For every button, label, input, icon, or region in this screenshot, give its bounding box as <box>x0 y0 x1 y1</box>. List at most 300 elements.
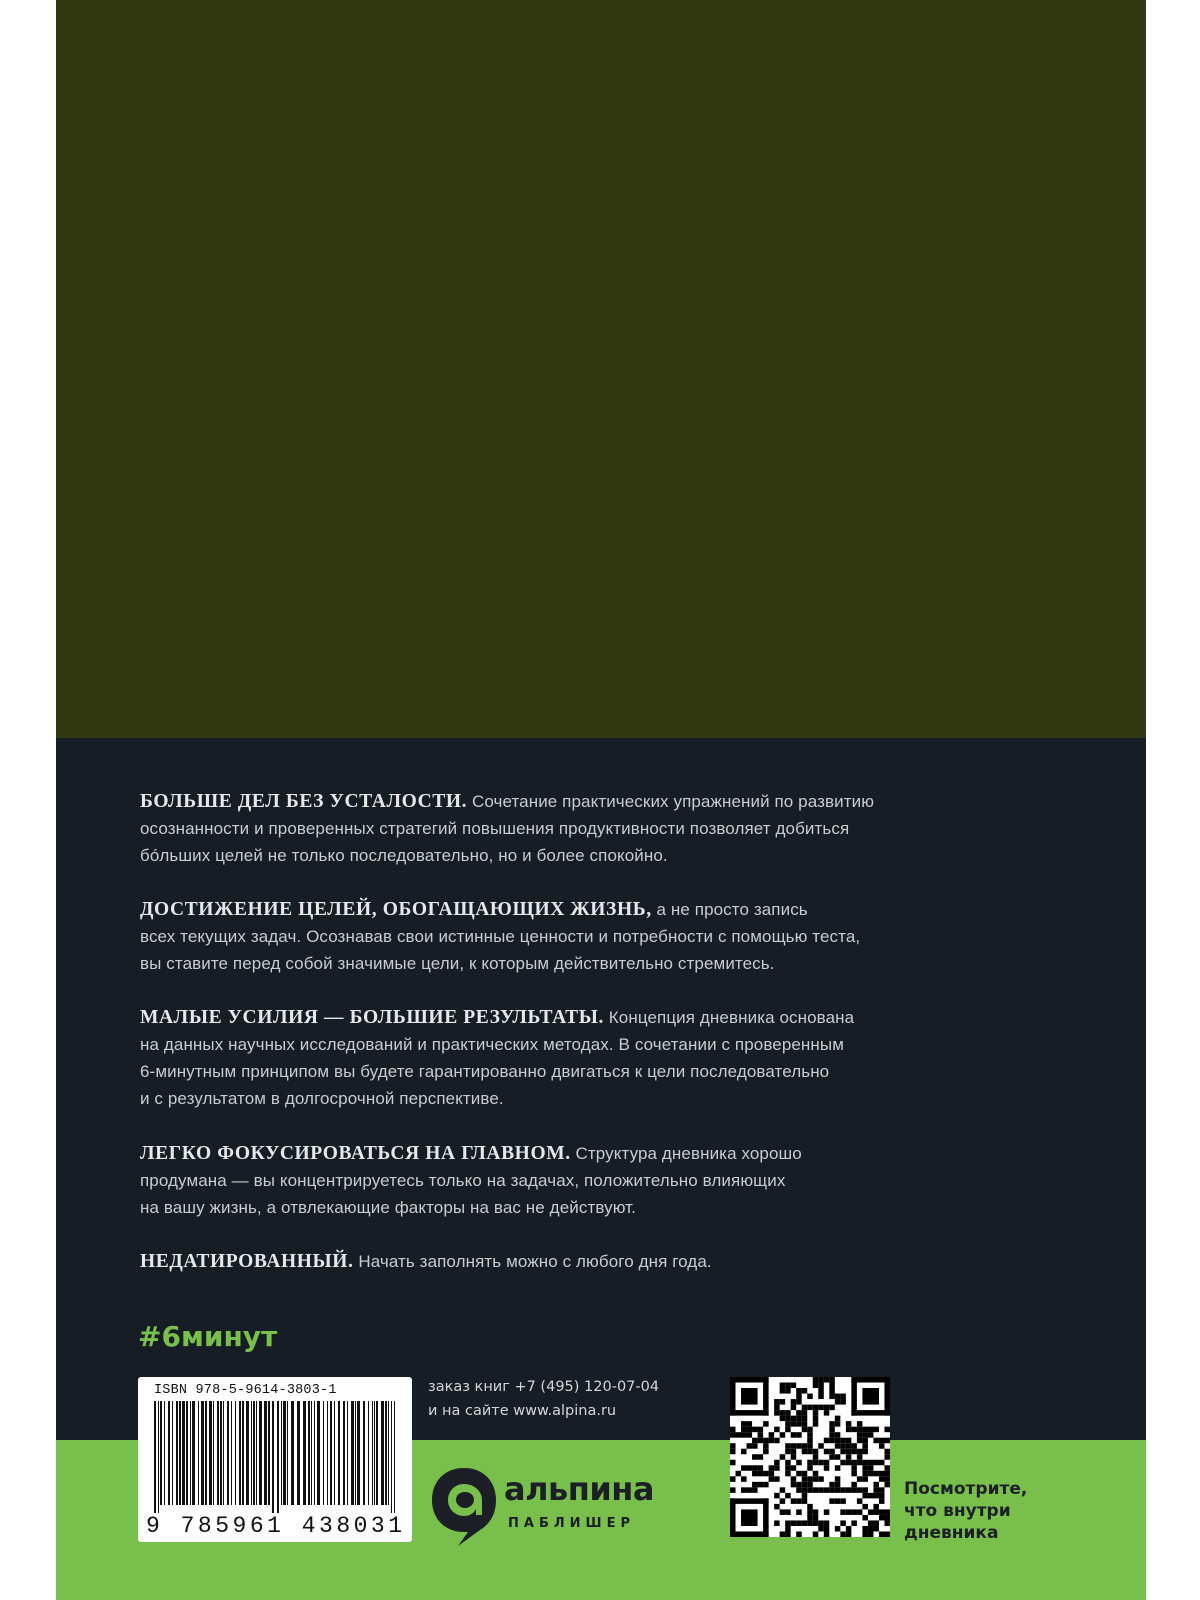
qr-module <box>857 1432 863 1438</box>
qr-module <box>791 1405 797 1411</box>
barcode-bar <box>251 1401 252 1505</box>
qr-module <box>796 1460 802 1466</box>
barcode-bar <box>190 1401 191 1505</box>
qr-module <box>884 1515 890 1521</box>
qr-module <box>846 1460 852 1466</box>
qr-module <box>741 1487 747 1493</box>
qr-module <box>824 1487 830 1493</box>
qr-module <box>791 1443 797 1449</box>
qr-module <box>862 1465 868 1471</box>
qr-module <box>851 1487 857 1493</box>
qr-module <box>791 1449 797 1455</box>
qr-module <box>796 1410 802 1416</box>
qr-module <box>736 1471 742 1477</box>
qr-module <box>780 1432 786 1438</box>
qr-module <box>758 1438 764 1444</box>
barcode-bar <box>220 1401 222 1505</box>
qr-module <box>791 1454 797 1460</box>
qr-finder <box>730 1377 736 1416</box>
qr-module <box>818 1476 824 1482</box>
qr-module <box>796 1394 802 1400</box>
qr-module <box>791 1432 797 1438</box>
qr-finder <box>730 1498 769 1504</box>
qr-module <box>796 1509 802 1515</box>
qr-module <box>851 1443 857 1449</box>
qr-module <box>785 1449 791 1455</box>
qr-module <box>873 1487 879 1493</box>
qr-module <box>862 1476 868 1482</box>
qr-module <box>785 1493 791 1499</box>
qr-finder <box>741 1509 758 1526</box>
qr-module <box>818 1520 824 1526</box>
qr-module <box>873 1460 879 1466</box>
qr-module <box>884 1471 890 1477</box>
qr-module <box>741 1432 747 1438</box>
qr-module <box>813 1454 819 1460</box>
qr-module <box>774 1410 780 1416</box>
qr-module <box>857 1476 863 1482</box>
qr-module <box>785 1526 791 1532</box>
qr-module <box>868 1432 874 1438</box>
barcode-number: 9 785961 438031 <box>146 1513 406 1539</box>
qr-module <box>752 1465 758 1471</box>
qr-module <box>835 1482 841 1488</box>
qr-module <box>752 1487 758 1493</box>
qr-module <box>730 1460 736 1466</box>
qr-module <box>774 1405 780 1411</box>
feature-text-line: продумана — вы концентрируетесь только на задачах, положительно влияющих <box>140 1171 786 1190</box>
qr-module <box>829 1432 835 1438</box>
qr-module <box>791 1520 797 1526</box>
qr-module <box>862 1449 868 1455</box>
barcode-bar <box>314 1401 315 1505</box>
qr-module <box>780 1383 786 1389</box>
qr-module <box>868 1509 874 1515</box>
qr-module <box>829 1449 835 1455</box>
qr-module <box>785 1531 791 1537</box>
qr-module <box>763 1449 769 1455</box>
qr-module <box>796 1388 802 1394</box>
qr-module <box>780 1531 786 1537</box>
qr-module <box>829 1427 835 1433</box>
qr-module <box>829 1438 835 1444</box>
qr-module <box>884 1465 890 1471</box>
qr-module <box>730 1476 736 1482</box>
qr-module <box>884 1520 890 1526</box>
qr-module <box>851 1460 857 1466</box>
qr-module <box>829 1421 835 1427</box>
barcode-bar <box>297 1401 300 1505</box>
barcode-bar <box>160 1401 162 1505</box>
barcode-bar <box>291 1401 294 1505</box>
qr-module <box>802 1416 808 1422</box>
qr-module <box>824 1438 830 1444</box>
qr-module <box>840 1531 846 1537</box>
feature-paragraph-3 <box>140 1004 1060 1112</box>
qr-module <box>813 1416 819 1422</box>
qr-module <box>824 1531 830 1537</box>
feature-text-line: Структура дневника хорошо <box>575 1144 802 1163</box>
qr-module <box>862 1493 868 1499</box>
qr-module <box>829 1377 835 1383</box>
qr-module <box>796 1421 802 1427</box>
qr-module <box>813 1449 819 1455</box>
feature-text-line: вы ставите перед собой значимые цели, к которым действительно стремитесь. <box>140 954 775 973</box>
qr-module <box>879 1487 885 1493</box>
qr-module <box>851 1482 857 1488</box>
qr-module <box>813 1487 819 1493</box>
qr-module <box>862 1515 868 1521</box>
qr-module <box>802 1421 808 1427</box>
qr-module <box>862 1487 868 1493</box>
qr-module <box>780 1410 786 1416</box>
qr-module <box>835 1394 841 1400</box>
barcode-bar <box>176 1401 178 1505</box>
qr-module <box>769 1471 775 1477</box>
barcode-bar <box>198 1401 199 1505</box>
qr-module <box>796 1443 802 1449</box>
barcode-bar <box>363 1401 365 1505</box>
barcode-bar <box>323 1401 324 1505</box>
barcode-bar <box>287 1401 288 1505</box>
qr-module <box>862 1471 868 1477</box>
order-website: и на сайте www.alpina.ru <box>428 1403 617 1419</box>
barcode-bar <box>351 1401 354 1505</box>
isbn-text: ISBN 978-5-9614-3803-1 <box>154 1383 337 1398</box>
barcode-bar <box>172 1401 173 1505</box>
barcode-bar <box>277 1401 279 1513</box>
qr-module <box>807 1504 813 1510</box>
qr-module <box>741 1476 747 1482</box>
qr-module <box>802 1482 808 1488</box>
barcode-bar <box>242 1401 244 1505</box>
qr-module <box>791 1399 797 1405</box>
qr-module <box>780 1399 786 1405</box>
barcode-bar <box>256 1401 257 1505</box>
qr-module <box>802 1476 808 1482</box>
barcode-bar <box>246 1401 249 1505</box>
qr-module <box>813 1405 819 1411</box>
qr-module <box>807 1432 813 1438</box>
qr-module <box>807 1427 813 1433</box>
qr-module <box>884 1476 890 1482</box>
qr-finder <box>862 1388 879 1405</box>
order-info <box>428 1375 659 1423</box>
qr-module <box>879 1471 885 1477</box>
qr-module <box>835 1454 841 1460</box>
qr-module <box>802 1388 808 1394</box>
qr-module <box>840 1449 846 1455</box>
qr-module <box>857 1487 863 1493</box>
qr-module <box>785 1520 791 1526</box>
qr-module <box>857 1427 863 1433</box>
qr-module <box>774 1504 780 1510</box>
barcode-bar <box>259 1401 262 1505</box>
qr-module <box>824 1509 830 1515</box>
qr-module <box>884 1427 890 1433</box>
qr-module <box>813 1531 819 1537</box>
barcode-bar <box>334 1401 335 1505</box>
qr-module <box>868 1531 874 1537</box>
barcode-bar <box>357 1401 360 1505</box>
qr-module <box>884 1449 890 1455</box>
qr-module <box>851 1471 857 1477</box>
feature-text-line: Концепция дневника основана <box>608 1008 855 1027</box>
qr-module <box>813 1509 819 1515</box>
olive-top-panel <box>56 0 1146 738</box>
barcode-bar <box>186 1401 188 1505</box>
qr-module <box>736 1432 742 1438</box>
barcode-bar <box>372 1401 373 1505</box>
feature-lead: ДОСТИЖЕНИЕ ЦЕЛЕЙ, ОБОГАЩАЮЩИХ ЖИЗНЬ, <box>140 899 652 920</box>
qr-module <box>818 1487 824 1493</box>
qr-caption <box>904 1478 1104 1544</box>
qr-module <box>873 1427 879 1433</box>
barcode-bar <box>355 1401 356 1505</box>
qr-module <box>813 1471 819 1477</box>
barcode-bar <box>264 1401 267 1505</box>
barcode-bar <box>158 1401 159 1513</box>
qr-module <box>785 1443 791 1449</box>
qr-module <box>846 1421 852 1427</box>
qr-module <box>752 1471 758 1477</box>
qr-module <box>747 1427 753 1433</box>
qr-module <box>802 1410 808 1416</box>
qr-module <box>769 1465 775 1471</box>
qr-finder <box>851 1410 890 1416</box>
qr-finder <box>851 1377 857 1416</box>
qr-finder <box>730 1498 736 1537</box>
qr-module <box>829 1388 835 1394</box>
qr-module <box>785 1471 791 1477</box>
qr-module <box>780 1416 786 1422</box>
barcode-bar <box>374 1401 375 1505</box>
qr-module <box>813 1377 819 1383</box>
feature-text-line: 6-минутным принципом вы будете гарантированно двигаться к цели последовательно <box>140 1062 830 1081</box>
qr-module <box>769 1476 775 1482</box>
feature-paragraph-2 <box>140 896 1060 977</box>
qr-module <box>796 1471 802 1477</box>
barcode-bar <box>311 1401 312 1505</box>
qr-module <box>758 1465 764 1471</box>
qr-module <box>868 1460 874 1466</box>
qr-module <box>879 1515 885 1521</box>
qr-module <box>796 1416 802 1422</box>
qr-module <box>774 1465 780 1471</box>
qr-module <box>785 1460 791 1466</box>
qr-module <box>813 1410 819 1416</box>
qr-module <box>807 1460 813 1466</box>
qr-module <box>807 1476 813 1482</box>
barcode-bar <box>253 1401 255 1505</box>
qr-module <box>807 1394 813 1400</box>
qr-module <box>862 1526 868 1532</box>
qr-module <box>807 1487 813 1493</box>
qr-module <box>785 1509 791 1515</box>
qr-module <box>873 1504 879 1510</box>
barcode-bar <box>201 1401 204 1505</box>
qr-module <box>879 1493 885 1499</box>
barcode-bar <box>327 1401 328 1505</box>
qr-module <box>802 1520 808 1526</box>
qr-module <box>835 1421 841 1427</box>
barcode-bar <box>231 1401 232 1505</box>
qr-module <box>780 1509 786 1515</box>
qr-module <box>840 1520 846 1526</box>
qr-module <box>851 1465 857 1471</box>
feature-text-line: на данных научных исследований и практических методах. В сочетании с проверенным <box>140 1035 845 1054</box>
qr-module <box>818 1405 824 1411</box>
qr-module <box>796 1498 802 1504</box>
qr-module <box>796 1531 802 1537</box>
qr-module <box>802 1443 808 1449</box>
qr-finder <box>884 1377 890 1416</box>
qr-module <box>763 1482 769 1488</box>
qr-module <box>884 1509 890 1515</box>
qr-module <box>818 1377 824 1383</box>
qr-finder <box>851 1377 890 1383</box>
qr-module <box>868 1520 874 1526</box>
qr-module <box>785 1410 791 1416</box>
qr-module <box>807 1405 813 1411</box>
qr-module <box>868 1465 874 1471</box>
qr-module <box>813 1520 819 1526</box>
barcode-bar <box>272 1401 274 1513</box>
qr-finder <box>763 1498 769 1537</box>
qr-module <box>840 1509 846 1515</box>
qr-module <box>763 1471 769 1477</box>
feature-lead: МАЛЫЕ УСИЛИЯ — БОЛЬШИЕ РЕЗУЛЬТАТЫ. <box>140 1007 604 1028</box>
qr-module <box>780 1487 786 1493</box>
qr-module <box>774 1399 780 1405</box>
qr-module <box>807 1449 813 1455</box>
qr-module <box>807 1443 813 1449</box>
qr-module <box>846 1509 852 1515</box>
qr-module <box>802 1498 808 1504</box>
qr-module <box>813 1383 819 1389</box>
barcode-bar <box>217 1401 219 1505</box>
qr-module <box>791 1498 797 1504</box>
qr-module <box>873 1526 879 1532</box>
qr-module <box>769 1438 775 1444</box>
qr-module <box>752 1482 758 1488</box>
barcode-bar <box>391 1401 392 1513</box>
qr-module <box>774 1427 780 1433</box>
qr-module <box>835 1443 841 1449</box>
qr-module <box>791 1465 797 1471</box>
qr-module <box>747 1443 753 1449</box>
qr-module <box>851 1509 857 1515</box>
qr-module <box>857 1454 863 1460</box>
qr-module <box>873 1520 879 1526</box>
qr-module <box>780 1498 786 1504</box>
qr-module <box>791 1421 797 1427</box>
qr-module <box>818 1388 824 1394</box>
qr-module <box>840 1438 846 1444</box>
qr-module <box>796 1432 802 1438</box>
qr-module <box>884 1454 890 1460</box>
qr-module <box>802 1405 808 1411</box>
barcode-bar <box>338 1401 340 1505</box>
qr-module <box>763 1443 769 1449</box>
qr-module <box>818 1394 824 1400</box>
barcode-bar <box>317 1401 320 1505</box>
qr-module <box>879 1443 885 1449</box>
feature-paragraph-5 <box>140 1248 1060 1275</box>
barcode-bar <box>235 1401 236 1505</box>
qr-module <box>791 1416 797 1422</box>
qr-module <box>752 1438 758 1444</box>
qr-module <box>774 1476 780 1482</box>
qr-module <box>818 1443 824 1449</box>
qr-module <box>774 1520 780 1526</box>
qr-module <box>857 1421 863 1427</box>
qr-module <box>862 1438 868 1444</box>
qr-module <box>763 1438 769 1444</box>
qr-module <box>818 1460 824 1466</box>
qr-module <box>873 1438 879 1444</box>
qr-module <box>730 1427 736 1433</box>
qr-module <box>840 1487 846 1493</box>
publisher-logo-icon <box>428 1464 500 1548</box>
qr-module <box>747 1421 753 1427</box>
feature-lead: НЕДАТИРОВАННЫЙ. <box>140 1251 354 1272</box>
qr-module <box>884 1531 890 1537</box>
barcode-bar <box>388 1401 389 1505</box>
qr-module <box>796 1399 802 1405</box>
qr-module <box>824 1465 830 1471</box>
qr-module <box>796 1482 802 1488</box>
feature-text-line: а не просто запись <box>656 900 808 919</box>
qr-module <box>829 1482 835 1488</box>
qr-module <box>862 1460 868 1466</box>
qr-module <box>807 1482 813 1488</box>
qr-module <box>879 1498 885 1504</box>
qr-module <box>741 1465 747 1471</box>
barcode-bar <box>154 1401 156 1513</box>
qr-module <box>802 1471 808 1477</box>
qr-finder <box>763 1377 769 1416</box>
qr-module <box>829 1394 835 1400</box>
qr-code[interactable] <box>730 1377 890 1537</box>
qr-module <box>813 1476 819 1482</box>
qr-module <box>758 1432 764 1438</box>
qr-module <box>818 1383 824 1389</box>
qr-module <box>802 1427 808 1433</box>
barcode-bar <box>209 1401 212 1505</box>
publisher-logo <box>428 1460 688 1556</box>
barcode-bar <box>182 1401 185 1505</box>
qr-module <box>829 1454 835 1460</box>
qr-module <box>851 1520 857 1526</box>
barcode-bar <box>227 1401 229 1505</box>
qr-module <box>857 1498 863 1504</box>
qr-module <box>785 1465 791 1471</box>
qr-caption-line: дневника <box>904 1523 999 1543</box>
qr-module <box>824 1410 830 1416</box>
qr-module <box>824 1449 830 1455</box>
qr-module <box>840 1460 846 1466</box>
qr-module <box>791 1482 797 1488</box>
qr-module <box>868 1526 874 1532</box>
publisher-subtitle: ПАБЛИШЕР <box>508 1516 635 1531</box>
qr-module <box>873 1509 879 1515</box>
barcode-bar <box>164 1401 165 1505</box>
qr-module <box>730 1432 736 1438</box>
qr-module <box>829 1498 835 1504</box>
qr-module <box>846 1438 852 1444</box>
qr-module <box>879 1438 885 1444</box>
